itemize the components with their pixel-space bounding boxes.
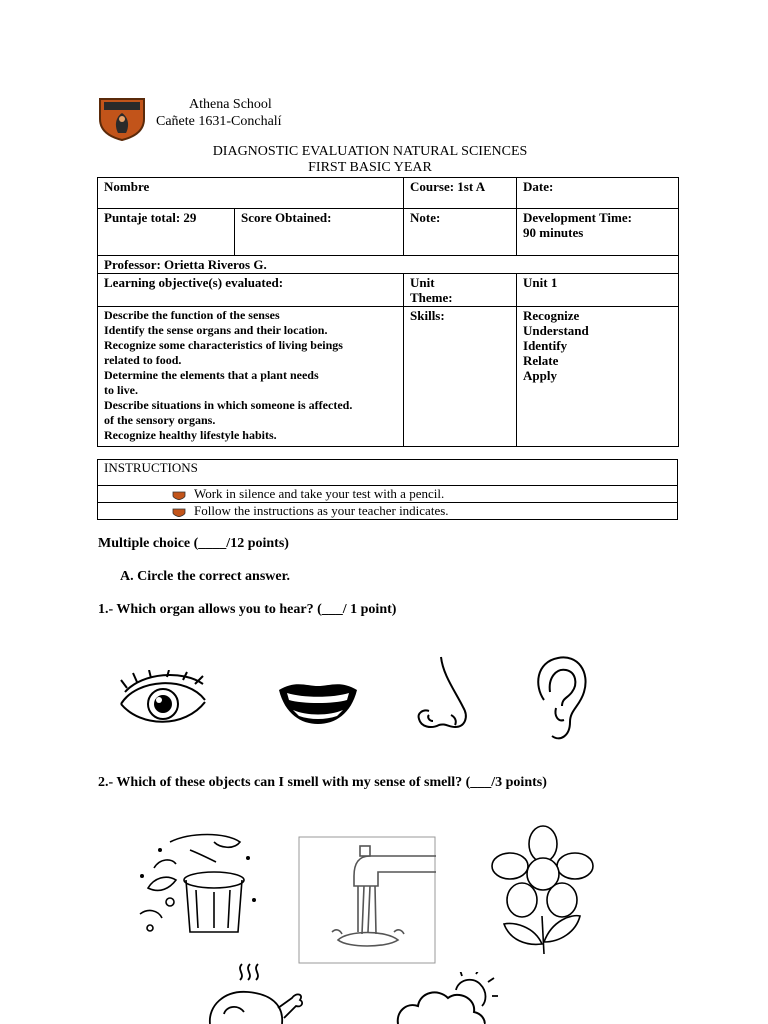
school-logo xyxy=(98,97,146,141)
question-2: 2.- Which of these objects can I smell with my sense of smell? (___/3 points) xyxy=(98,775,547,790)
instructions-heading: INSTRUCTIONS xyxy=(98,460,678,486)
multiple-choice-heading: Multiple choice (____/12 points) xyxy=(98,536,289,551)
objective-item: Describe the function of the senses xyxy=(104,308,280,322)
objective-item: Describe situations in which someone is affected. xyxy=(104,398,353,412)
trash-can-icon[interactable] xyxy=(130,828,262,940)
note-cell[interactable]: Note: xyxy=(404,209,517,256)
skill-item: Recognize xyxy=(523,308,580,323)
school-name: Athena School xyxy=(189,97,272,112)
name-cell[interactable] xyxy=(98,178,404,209)
skill-item: Apply xyxy=(523,368,557,383)
unit-value-cell: Unit 1 xyxy=(517,274,679,307)
objectives-list xyxy=(98,307,404,447)
bullet-icon xyxy=(172,491,186,500)
flower-icon[interactable] xyxy=(490,824,596,956)
name-label: Nombre xyxy=(104,179,150,194)
course-cell: Course: 1st A xyxy=(404,178,517,209)
instruction-circle-answer: A. Circle the correct answer. xyxy=(120,569,291,584)
mouth-icon[interactable] xyxy=(277,680,359,726)
cloud-sun-icon[interactable] xyxy=(396,972,500,1024)
bullet-icon xyxy=(172,508,186,517)
question-1: 1.- Which organ allows you to hear? (___/ 1 point) xyxy=(98,602,397,617)
skill-item: Understand xyxy=(523,323,589,338)
skill-item: Identify xyxy=(523,338,568,353)
ear-icon[interactable] xyxy=(530,656,594,742)
date-cell[interactable]: Date: xyxy=(517,178,679,209)
skills-label-cell: Skills: xyxy=(404,307,517,447)
skill-item: Relate xyxy=(523,353,559,368)
roast-chicken-icon[interactable] xyxy=(204,962,306,1024)
school-address: Cañete 1631-Conchalí xyxy=(156,114,282,129)
objective-item: Recognize some characteristics of living beings xyxy=(104,338,343,352)
skills-list xyxy=(517,307,679,447)
development-time-cell: Development Time: 90 minutes xyxy=(517,209,679,256)
document-subtitle: FIRST BASIC YEAR xyxy=(308,160,432,175)
objective-item: of the sensory organs. xyxy=(104,413,216,427)
total-score-cell: Puntaje total: 29 xyxy=(98,209,235,256)
objective-item: Determine the elements that a plant needs xyxy=(104,368,319,382)
instruction-item: Work in silence and take your test with a pencil. xyxy=(98,486,678,503)
objective-item: Recognize healthy lifestyle habits. xyxy=(104,428,277,442)
instruction-item: Follow the instructions as your teacher indicates. xyxy=(98,503,678,520)
objective-item: related to food. xyxy=(104,353,182,367)
nose-icon[interactable] xyxy=(415,655,471,735)
eye-icon[interactable] xyxy=(117,670,209,732)
instructions-table xyxy=(97,459,678,520)
objectives-label-cell: Learning objective(s) evaluated: xyxy=(98,274,404,307)
objective-item: Identify the sense organs and their location. xyxy=(104,323,328,337)
score-obtained-cell[interactable]: Score Obtained: xyxy=(235,209,404,256)
professor-cell: Professor: Orietta Riveros G. xyxy=(98,256,679,274)
evaluation-info-table xyxy=(97,177,679,447)
faucet-icon[interactable] xyxy=(298,836,436,964)
objective-item: to live. xyxy=(104,383,138,397)
document-title: DIAGNOSTIC EVALUATION NATURAL SCIENCES xyxy=(212,144,528,159)
unit-theme-label-cell: Unit Theme: xyxy=(404,274,517,307)
